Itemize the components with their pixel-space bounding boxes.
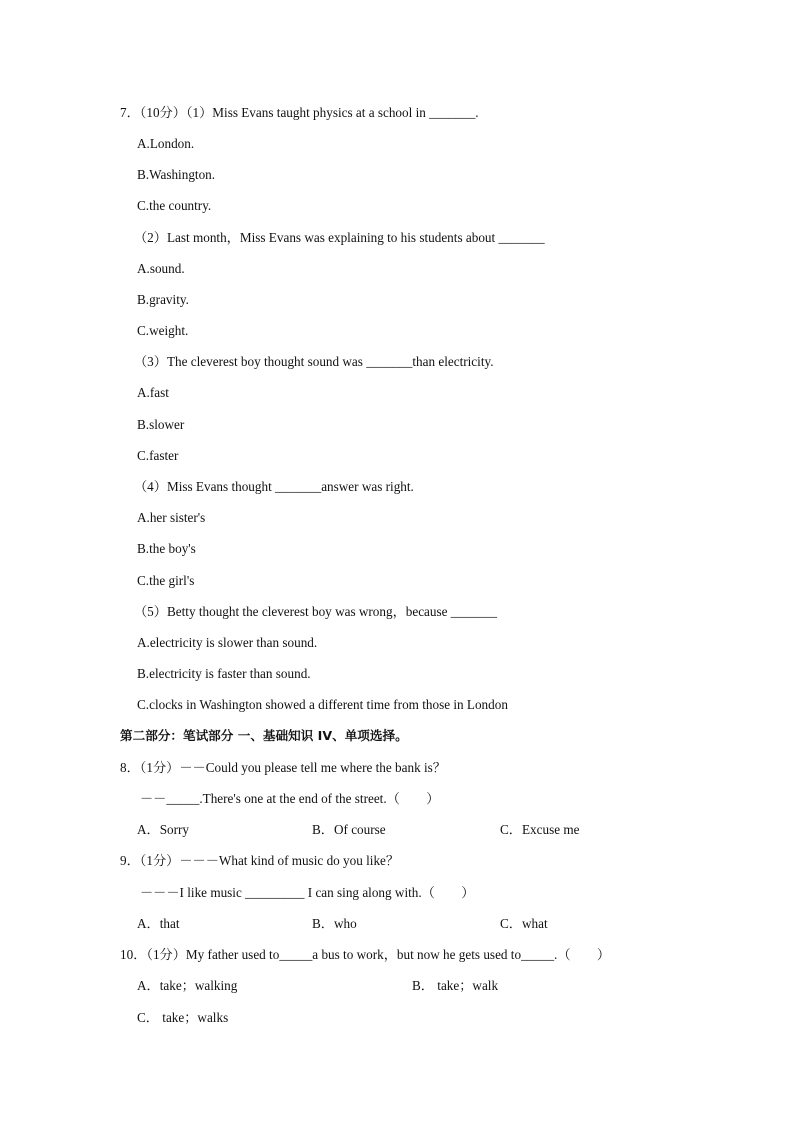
q7-1-option-c: C.the country. [137,198,212,213]
q7-3-option-a: A.fast [137,385,169,400]
q9-option-b: B．who [312,916,357,931]
q7-3-stem: （3）The cleverest boy thought sound was _______than electricity. [134,354,494,369]
q7-2-option-a: A.sound. [137,261,185,276]
q10-option-c: C． take；walks [137,1010,229,1025]
q10-stem: 10．（1分）My father used to_____a bus to work，but now he gets used to_____.（ ） [120,947,611,962]
q7-2-option-b: B.gravity. [137,292,189,307]
q7-3-option-c: C.faster [137,448,179,463]
q8-option-b: B．Of course [312,822,386,837]
q8-option-a: A．Sorry [137,822,190,837]
q7-4-stem: （4）Miss Evans thought _______answer was right. [134,479,414,494]
q7-stem: 7．（10分）（1）Miss Evans taught physics at a school in _______. [120,105,479,120]
q8-option-c: C．Excuse me [500,822,580,837]
q7-1-option-b: B.Washington. [137,167,216,182]
q7-1-option-a: A.London. [137,136,195,151]
q7-5-option-a: A.electricity is slower than sound. [137,635,318,650]
q8-line2: －－_____.There's one at the end of the street.（ ） [140,791,440,806]
q9-option-a: A．that [137,916,180,931]
q7-5-option-c: C.clocks in Washington showed a different time from those in London [137,697,508,712]
q9-stem: 9．（1分）－－－What kind of music do you like？ [120,853,400,868]
q7-5-stem: （5）Betty thought the cleverest boy was wrong，because _______ [134,604,497,619]
q9-option-c: C．what [500,916,548,931]
q10-option-b: B． take；walk [412,978,499,993]
q9-line2: －－－I like music _________ I can sing along with.（ ） [140,885,475,900]
q7-2-option-c: C.weight. [137,323,189,338]
q7-4-option-a: A.her sister's [137,510,206,525]
q10-option-a: A．take；walking [137,978,238,993]
q7-4-option-b: B.the boy's [137,541,196,556]
q8-stem: 8．（1分）－－Could you please tell me where the bank is？ [120,760,446,775]
q7-5-option-b: B.electricity is faster than sound. [137,666,311,681]
q7-3-option-b: B.slower [137,417,185,432]
q7-2-stem: （2）Last month，Miss Evans was explaining to his students about _______ [134,230,545,245]
q7-4-option-c: C.the girl's [137,573,195,588]
section-header: 第二部分：笔试部分 一、基础知识 IV、单项选择。 [120,728,408,743]
